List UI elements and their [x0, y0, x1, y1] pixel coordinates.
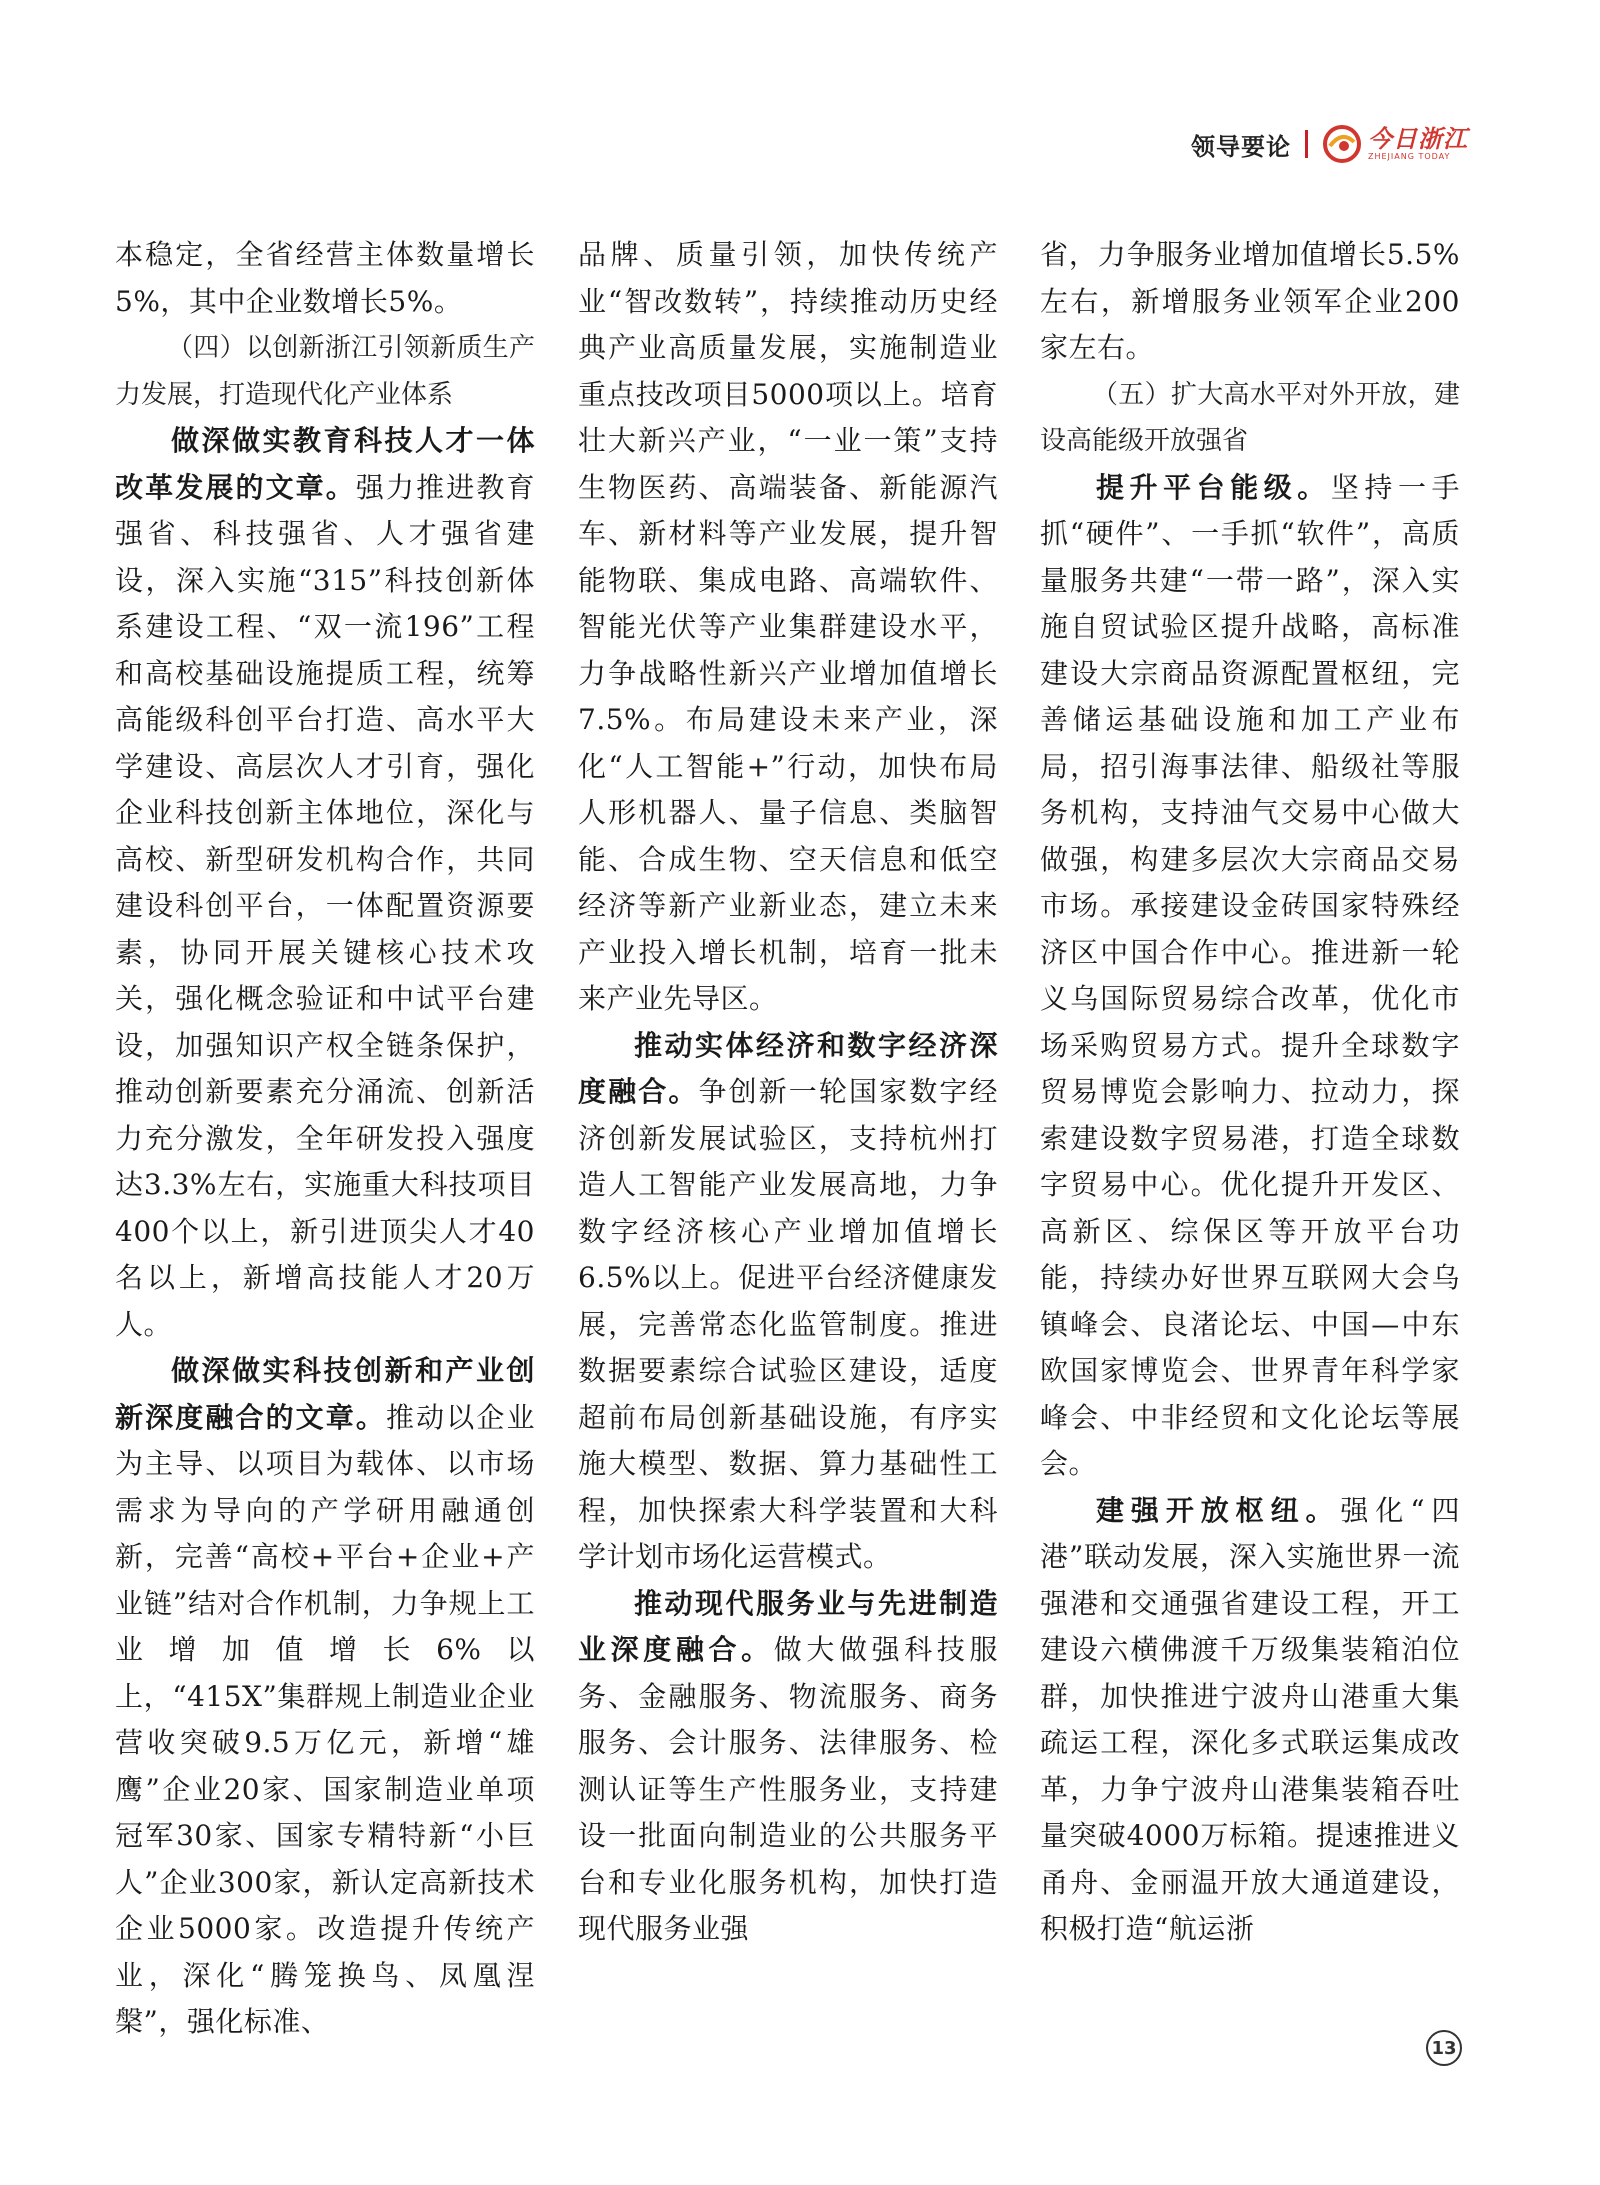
- paragraph: [1040, 1488, 1460, 1953]
- page-number: 13: [1426, 2030, 1462, 2066]
- logo-chinese-text: 今日浙江: [1368, 125, 1468, 153]
- paragraph-lead: 建强开放枢纽。: [1096, 1493, 1341, 1527]
- paragraph-body: 坚持一手抓“硬件”、一手抓“软件”，高质量服务共建“一带一路”，深入实施自贸试验区提升战略，高标准建设大宗商品资源配置枢纽，完善储运基础设施和加工产业布局，招引海事法律、船级社等服务机构，支持油气交易中心做大做强，构建多层次大宗商品交易市场。承接建设金砖国家特殊经济区中国合作中心。推进新一轮义乌国际贸易综合改革，优化市场采购贸易方式。提升全球数字贸易博览会影响力、拉动力，探索建设数字贸易港，打造全球数字贸易中心。优化提升开发区、高新区、综保区等开放平台功能，持续办好世界互联网大会乌镇峰会、良渚论坛、中国—中东欧国家博览会、世界青年科学家峰会、中非经贸和文化论坛等展会。: [1040, 470, 1460, 1480]
- paragraph: [115, 1348, 535, 2046]
- paragraph: [115, 418, 535, 1348]
- paragraph: 省，力争服务业增加值增长5.5%左右，新增服务业领军企业200家左右。: [1040, 238, 1460, 364]
- swirl-logo-icon: [1322, 124, 1362, 164]
- text-column-1: [115, 232, 535, 2046]
- page-header: [1191, 120, 1468, 168]
- paragraph-lead: 推动现代服务业与先进制造业深度融合。: [578, 1586, 998, 1666]
- paragraph-body: 强力推进教育强省、科技强省、人才强省建设，深入实施“315”科技创新体系建设工程、“双一流196”工程和高校基础设施提质工程，统筹高能级科创平台打造、高水平大学建设、高层次人才引育，强化企业科技创新主体地位，深化与高校、新型研发机构合作，共同建设科创平台，一体配置资源要素，协同开展关键核心技术攻关，强化概念验证和中试平台建设，加强知识产权全链条保护，推动创新要素充分涌流、创新活力充分激发，全年研发投入强度达3.3%左右，实施重大科技项目400个以上，新引进顶尖人才40名以上，新增高技能人才20万人。: [115, 470, 535, 1341]
- paragraph: [578, 1023, 998, 1581]
- logo-english-text: ZHEJIANG TODAY: [1368, 152, 1451, 161]
- section-subheading: （五）扩大高水平对外开放，建设高能级开放强省: [1040, 379, 1460, 456]
- section-subheading: （四）以创新浙江引领新质生产力发展，打造现代化产业体系: [115, 333, 535, 410]
- paragraph-lead: 推动实体经济和数字经济深度融合。: [578, 1028, 998, 1108]
- paragraph-body: 做大做强科技服务、金融服务、物流服务、商务服务、会计服务、法律服务、检测认证等生产性服务业，支持建设一批面向制造业的公共服务平台和专业化服务机构，加快打造现代服务业强: [578, 1633, 998, 1945]
- paragraph-lead: 做深做实教育科技人才一体改革发展的文章。: [115, 424, 535, 504]
- magazine-logo: [1322, 124, 1468, 164]
- header-divider: [1305, 130, 1308, 158]
- paragraph-body: 强化“四港”联动发展，深入实施世界一流强港和交通强省建设工程，开工建设六横佛渡千万级集装箱泊位群，加快推进宁波舟山港重大集疏运工程，深化多式联运集成改革，力争宁波舟山港集装箱吞吐量突破4000万标箱。提速推进义甬舟、金丽温开放大通道建设，积极打造“航运浙: [1040, 1493, 1460, 1945]
- paragraph-body: 推动以企业为主导、以项目为载体、以市场需求为导向的产学研用融通创新，完善“高校+平台+企业+产业链”结对合作机制，力争规上工业增加值增长6%以上，“415X”集群规上制造业企业营收突破9.5万亿元，新增“雄鹰”企业20家、国家制造业单项冠军30家、国家专精特新“小巨人”企业300家，新认定高新技术企业5000家。改造提升传统产业，深化“腾笼换鸟、凤凰涅槃”，强化标准、: [115, 1400, 535, 2038]
- section-name: 领导要论: [1191, 132, 1291, 161]
- text-column-3: [1040, 232, 1460, 1953]
- text-column-2: [578, 232, 998, 1953]
- paragraph: 本稳定，全省经营主体数量增长5%，其中企业数增长5%。: [115, 238, 535, 318]
- paragraph-lead: 做深做实科技创新和产业创新深度融合的文章。: [115, 1354, 535, 1434]
- paragraph: [578, 1581, 998, 1953]
- paragraph-body: 争创新一轮国家数字经济创新发展试验区，支持杭州打造人工智能产业发展高地，力争数字经济核心产业增加值增长6.5%以上。促进平台经济健康发展，完善常态化监管制度。推进数据要素综合试验区建设，适度超前布局创新基础设施，有序实施大模型、数据、算力基础性工程，加快探索大科学装置和大科学计划市场化运营模式。: [578, 1075, 998, 1573]
- paragraph-lead: 提升平台能级。: [1096, 470, 1331, 504]
- paragraph: [1040, 465, 1460, 1488]
- paragraph: 品牌、质量引领，加快传统产业“智改数转”，持续推动历史经典产业高质量发展，实施制造业重点技改项目5000项以上。培育壮大新兴产业，“一业一策”支持生物医药、高端装备、新能源汽车、新材料等产业发展，提升智能物联、集成电路、高端软件、智能光伏等产业集群建设水平，力争战略性新兴产业增加值增长7.5%。布局建设未来产业，深化“人工智能+”行动，加快布局人形机器人、量子信息、类脑智能、合成生物、空天信息和低空经济等新产业新业态，建立未来产业投入增长机制，培育一批未来产业先导区。: [578, 238, 998, 1015]
